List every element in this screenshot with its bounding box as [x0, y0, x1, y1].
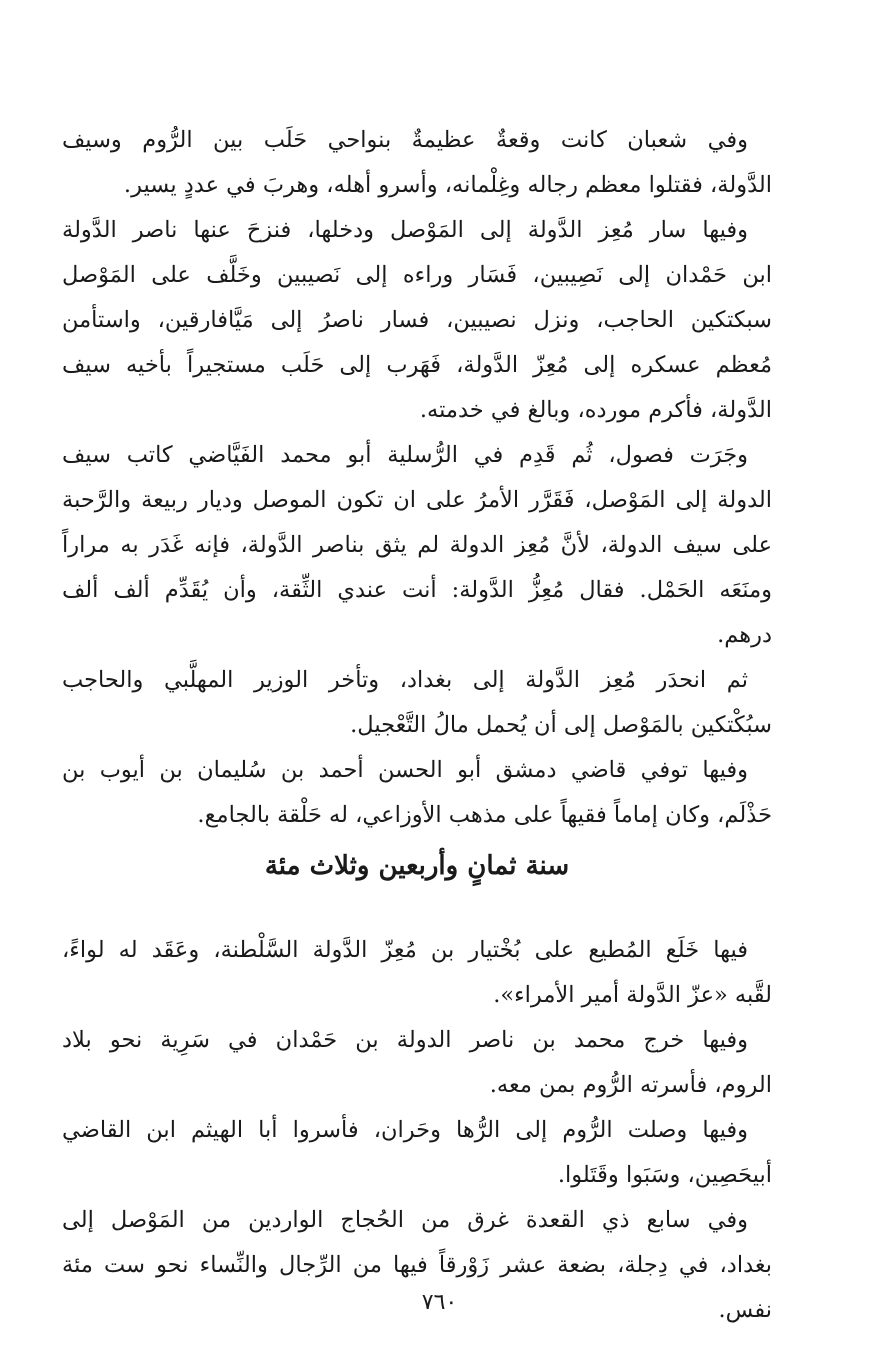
text-line: سبُكْتكين بالمَوْصل إلى أن يُحمل مالُ التَّعْجيل.	[350, 712, 772, 738]
text-line: وجَرَت فصول، ثُم قَدِم في الرُّسلية أبو محمد الفَيَّاضي كاتب سيف	[62, 442, 748, 468]
text-line: الدولة إلى المَوْصل، فَقَرَّر الأمرُ على ان تكون الموصل وديار ربيعة والرَّحبة	[62, 487, 772, 513]
text-line: الدَّولة، فقتلوا معظم رجاله وغِلْمانه، وأسرو أهله، وهربَ في عددٍ يسير.	[123, 172, 772, 198]
page-body	[62, 118, 772, 1333]
paragraph	[62, 433, 772, 658]
paragraph	[62, 208, 772, 433]
text-line: وفيها خرج محمد بن ناصر الدولة بن حَمْدان في سَرِية نحو بلاد	[62, 1027, 748, 1053]
text-line: وفي شعبان كانت وقعةٌ عظيمةٌ بنواحي حَلَب بين الرُّوم وسيف	[62, 127, 748, 153]
text-line: درهم.	[717, 622, 772, 648]
text-line: بغداد، في دِجلة، بضعة عشر زَوْرقاً فيها من الرِّجال والنِّساء نحو ست مئة	[62, 1252, 772, 1278]
text-line: ابن حَمْدان إلى نَصِيبين، فَسَار وراءه إلى نَصيبين وخَلَّف على المَوْصل	[62, 262, 772, 288]
page-number: ٧٦٠	[421, 1290, 458, 1315]
paragraph	[62, 1018, 772, 1108]
text-line: لقَّبه «عزّ الدَّولة أمير الأمراء».	[493, 982, 772, 1008]
paragraph	[62, 1108, 772, 1198]
text-line: ومنَعَه الحَمْل. فقال مُعِزُّ الدَّولة: أنت عندي الثِّقة، وأن يُقَدِّم ألف ألف	[62, 577, 772, 603]
paragraph	[62, 118, 772, 208]
text-line: وفي سابع ذي القعدة غرق من الحُجاج الواردين من المَوْصل إلى	[62, 1207, 748, 1233]
text-line: نفس.	[718, 1297, 772, 1323]
text-line: وفيها سار مُعِز الدَّولة إلى المَوْصل ودخلها، فنزحَ عنها ناصر الدَّولة	[62, 217, 748, 243]
text-line: مُعظم عسكره إلى مُعِزّ الدَّولة، فَهَرب إلى حَلَب مستجيراً بأخيه سيف	[62, 352, 772, 378]
text-line: حَذْلَم، وكان إماماً فقيهاً على مذهب الأوزاعي، له حَلْقة بالجامع.	[197, 802, 772, 828]
text-line: فيها خَلَع المُطيع على بُخْتيار بن مُعِزّ الدَّولة السَّلْطنة، وعَقَد له لواءً،	[62, 937, 748, 963]
text-line: وفيها وصلت الرُّوم إلى الرُّها وحَران، فأسروا أبا الهيثم ابن القاضي	[62, 1117, 748, 1143]
paragraph	[62, 748, 772, 838]
text-line: أبيحَصِين، وسَبَوا وقَتَلوا.	[557, 1162, 772, 1188]
paragraph	[62, 658, 772, 748]
text-line: ثم انحدَر مُعِز الدَّولة إلى بغداد، وتأخر الوزير المهلَّبي والحاجب	[62, 667, 748, 693]
text-line: الروم، فأسرته الرُّوم بمن معه.	[489, 1072, 772, 1098]
text-line: سبكتكين الحاجب، ونزل نصيبين، فسار ناصرُ إلى مَيَّافارقين، واستأمن	[62, 307, 772, 333]
text-line: الدَّولة، فأكرم مورده، وبالغ في خدمته.	[419, 397, 772, 423]
text-block-after-heading	[62, 928, 772, 1333]
text-block-before-heading	[62, 118, 772, 838]
section-heading: سنة ثمانٍ وأربعين وثلاث مئة	[264, 851, 570, 881]
text-line: على سيف الدولة، لأنَّ مُعِز الدولة لم يثق بناصر الدَّولة، فإنه غَدَر به مراراً	[62, 532, 772, 558]
text-line: وفيها توفي قاضي دمشق أبو الحسن أحمد بن سُليمان بن أيوب بن	[62, 757, 748, 783]
paragraph	[62, 928, 772, 1018]
